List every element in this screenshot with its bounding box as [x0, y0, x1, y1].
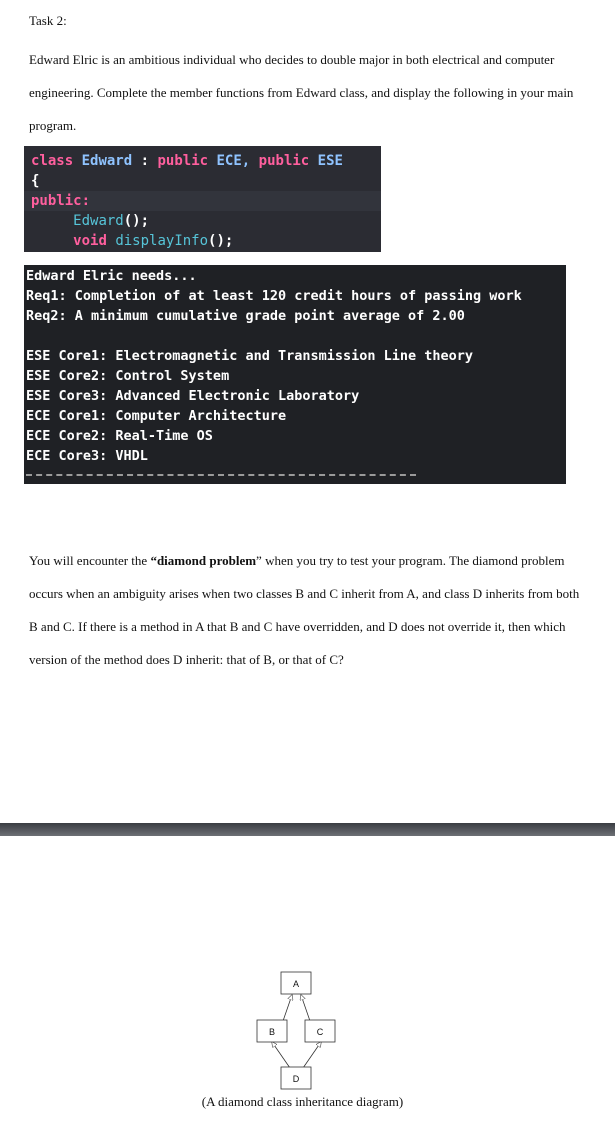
diamond-problem-term: “diamond problem — [150, 553, 257, 568]
edge-d-to-b — [272, 1042, 290, 1068]
code-keyword: public — [258, 153, 310, 169]
code-class-name: Edward — [81, 153, 133, 169]
node-d-label: D — [292, 1074, 300, 1084]
code-keyword: public — [157, 153, 209, 169]
edge-c-to-a — [301, 995, 310, 1021]
console-line: ECE Core1: Computer Architecture — [26, 408, 287, 424]
intro-paragraph: Edward Elric is an ambitious individual who decides to double major in both electrical and computer engineering. Complete the member functions from Edward class, and display the following in your main program. — [29, 52, 574, 133]
console-line: Req2: A minimum cumulative grade point average of 2.00 — [26, 308, 465, 324]
code-line-3 — [31, 191, 381, 211]
code-access-specifier: public: — [31, 193, 91, 209]
code-function-name: displayInfo — [115, 233, 209, 249]
edge-d-to-c — [303, 1042, 321, 1068]
node-b-label: B — [268, 1027, 276, 1037]
code-line-4 — [31, 211, 381, 231]
task-title: Task 2: — [29, 13, 67, 28]
console-line: ECE Core2: Real-Time OS — [26, 428, 213, 444]
diamond-text-rest: ” when you try to test your program. The diamond problem occurs when an ambiguity arises when two classes B and C inherit from A, and class D inherits from both B and C. If there is a method in A that B and C have overridden, and D does not override it, then which version of the method does D inherit: that of B, or that of C? — [29, 553, 580, 667]
code-keyword: class — [31, 153, 74, 169]
diamond-problem-paragraph — [29, 544, 589, 676]
code-punct: (); — [208, 233, 234, 249]
diamond-text-start: You will encounter the — [29, 553, 151, 568]
console-line: ECE Core3: VHDL — [26, 448, 148, 464]
code-base-class: ESE — [317, 153, 343, 169]
console-line: ESE Core3: Advanced Electronic Laboratory — [26, 388, 360, 404]
code-keyword: void — [73, 233, 107, 249]
code-line-2 — [31, 171, 381, 191]
console-line: Edward Elric needs... — [26, 268, 197, 284]
page-divider — [0, 823, 615, 836]
node-c-label: C — [316, 1027, 324, 1037]
code-base-class: ECE, — [216, 153, 251, 169]
console-line: ESE Core2: Control System — [26, 368, 230, 384]
console-dashed-separator — [26, 474, 416, 476]
diamond-inheritance-diagram — [255, 970, 337, 1090]
code-function-name: Edward — [73, 213, 124, 229]
code-punct: (); — [123, 213, 150, 229]
code-line-5 — [31, 231, 381, 251]
node-a-label: A — [292, 979, 300, 989]
console-line: Req1: Completion of at least 120 credit hours of passing work — [26, 288, 522, 304]
code-line-1 — [31, 151, 381, 171]
diagram-caption: (A diamond class inheritance diagram) — [201, 1094, 404, 1109]
console-line: ESE Core1: Electromagnetic and Transmission Line theory — [26, 348, 474, 364]
code-colon: : — [140, 153, 150, 169]
code-brace: { — [31, 173, 40, 189]
class-declaration-code — [24, 146, 381, 252]
console-output — [24, 265, 566, 484]
console-line — [26, 326, 566, 346]
edge-b-to-a — [283, 995, 292, 1021]
